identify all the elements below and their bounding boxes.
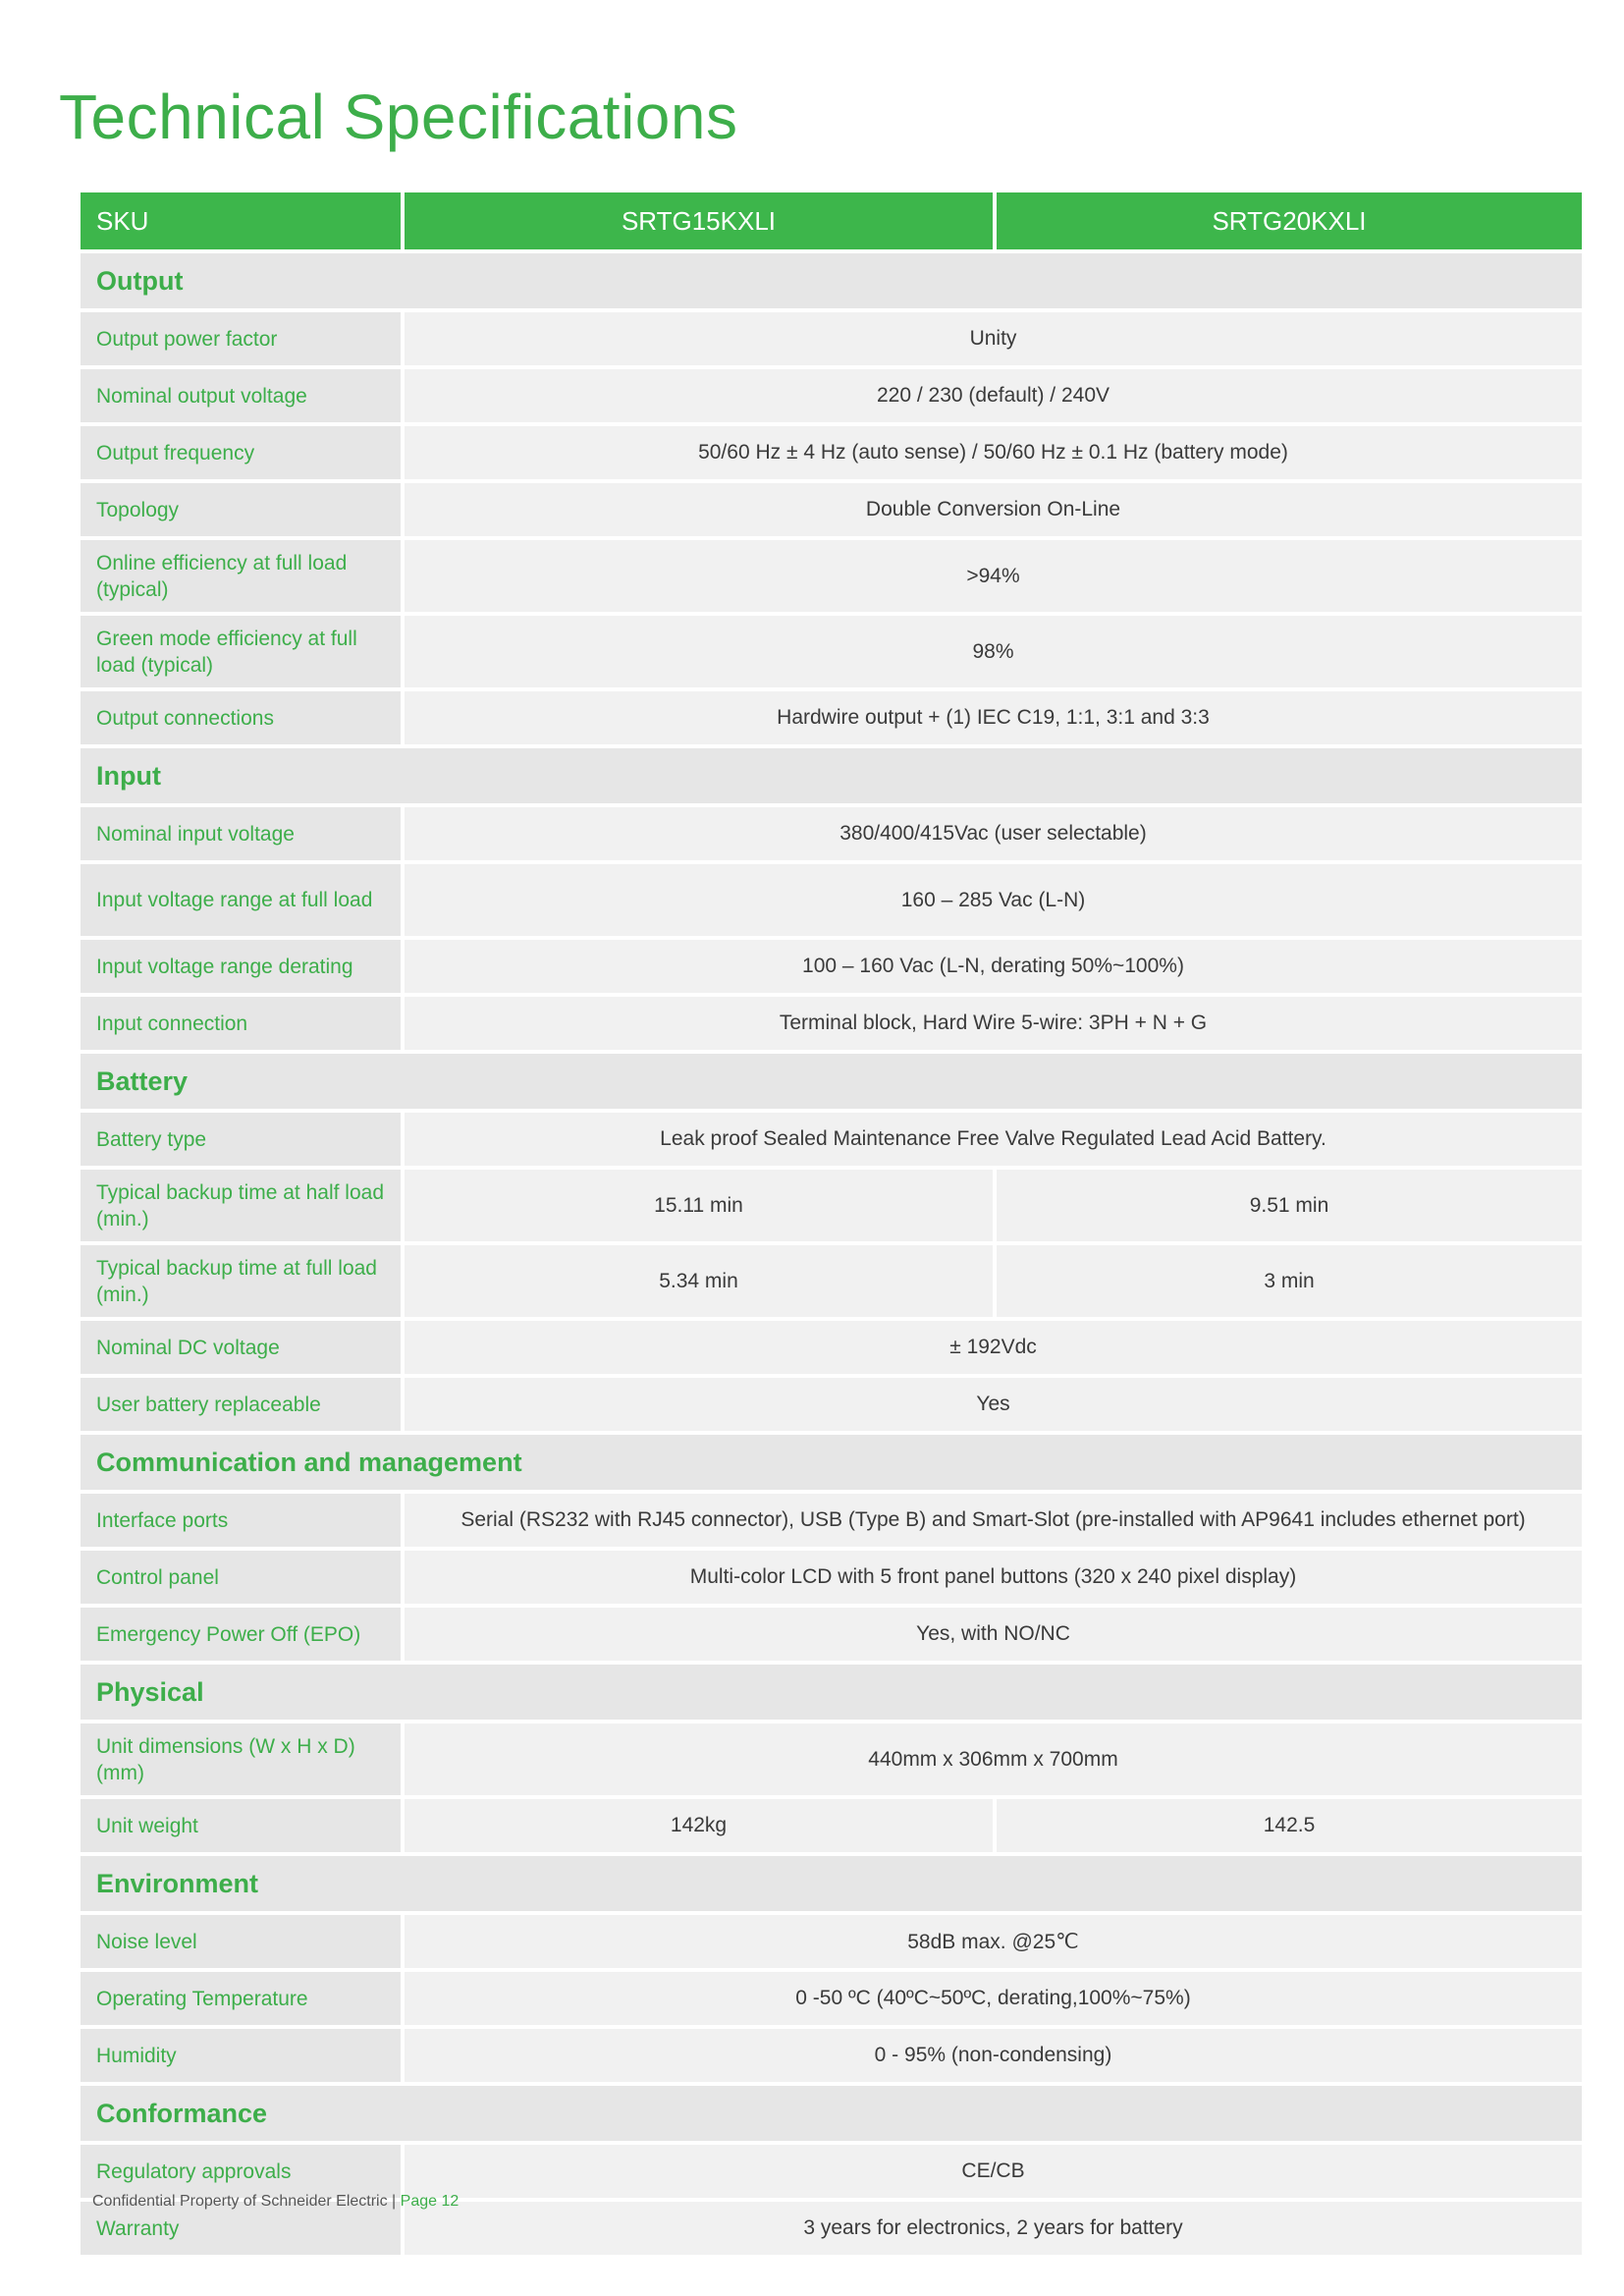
spec-table xyxy=(77,189,1586,2259)
section-header-row xyxy=(81,748,1582,803)
spec-value: Hardwire output + (1) IEC C19, 1:1, 3:1 and 3:3 xyxy=(405,691,1582,744)
spec-label: Control panel xyxy=(81,1551,401,1604)
spec-value: 58dB max. @25℃ xyxy=(405,1915,1582,1968)
spec-label: Input connection xyxy=(81,997,401,1050)
section-title: Battery xyxy=(81,1054,1582,1109)
section-title: Conformance xyxy=(81,2086,1582,2141)
section-header-row xyxy=(81,253,1582,308)
spec-label: Interface ports xyxy=(81,1494,401,1547)
spec-label: Unit weight xyxy=(81,1799,401,1852)
spec-label: Nominal output voltage xyxy=(81,369,401,422)
spec-label: Typical backup time at half load (min.) xyxy=(81,1170,401,1241)
spec-value: Multi-color LCD with 5 front panel buttons (320 x 240 pixel display) xyxy=(405,1551,1582,1604)
spec-row xyxy=(81,312,1582,365)
spec-row xyxy=(81,2029,1582,2082)
section-header-row xyxy=(81,1856,1582,1911)
sku-2-header: SRTG20KXLI xyxy=(997,192,1582,249)
spec-value: 98% xyxy=(405,616,1582,687)
spec-row xyxy=(81,1170,1582,1241)
spec-row xyxy=(81,1723,1582,1795)
spec-value: Serial (RS232 with RJ45 connector), USB (Type B) and Smart-Slot (pre-installed with AP9641 includes ethernet port) xyxy=(405,1494,1582,1547)
spec-label: Green mode efficiency at full load (typical) xyxy=(81,616,401,687)
spec-value: >94% xyxy=(405,540,1582,612)
spec-label: User battery replaceable xyxy=(81,1378,401,1431)
spec-label: Output power factor xyxy=(81,312,401,365)
spec-row xyxy=(81,940,1582,993)
header-row xyxy=(81,192,1582,249)
page-number: Page 12 xyxy=(400,2193,460,2210)
spec-value: Terminal block, Hard Wire 5-wire: 3PH + N + G xyxy=(405,997,1582,1050)
spec-label: Input voltage range at full load xyxy=(81,864,401,936)
spec-label: Battery type xyxy=(81,1113,401,1166)
spec-value: Double Conversion On-Line xyxy=(405,483,1582,536)
spec-label: Typical backup time at full load (min.) xyxy=(81,1245,401,1317)
spec-row xyxy=(81,1608,1582,1661)
spec-value: 380/400/415Vac (user selectable) xyxy=(405,807,1582,860)
spec-row xyxy=(81,483,1582,536)
spec-value: Yes, with NO/NC xyxy=(405,1608,1582,1661)
spec-row xyxy=(81,997,1582,1050)
spec-value: 440mm x 306mm x 700mm xyxy=(405,1723,1582,1795)
section-header-row xyxy=(81,1054,1582,1109)
spec-value: 0 -50 ºC (40ºC~50ºC, derating,100%~75%) xyxy=(405,1972,1582,2025)
spec-label: Regulatory approvals xyxy=(81,2145,401,2198)
page-title: Technical Specifications xyxy=(59,82,738,152)
spec-label: Topology xyxy=(81,483,401,536)
spec-row xyxy=(81,1321,1582,1374)
spec-label: Humidity xyxy=(81,2029,401,2082)
spec-label: Online efficiency at full load (typical) xyxy=(81,540,401,612)
spec-row xyxy=(81,2145,1582,2198)
spec-value-sku-2: 9.51 min xyxy=(997,1170,1582,1241)
spec-value: 160 – 285 Vac (L-N) xyxy=(405,864,1582,936)
spec-label: Nominal DC voltage xyxy=(81,1321,401,1374)
spec-value-sku-1: 15.11 min xyxy=(405,1170,993,1241)
section-title: Physical xyxy=(81,1665,1582,1720)
spec-value: 100 – 160 Vac (L-N, derating 50%~100%) xyxy=(405,940,1582,993)
spec-row xyxy=(81,540,1582,612)
spec-label: Noise level xyxy=(81,1915,401,1968)
spec-row xyxy=(81,426,1582,479)
spec-value: Yes xyxy=(405,1378,1582,1431)
spec-label: Unit dimensions (W x H x D) (mm) xyxy=(81,1723,401,1795)
spec-table-body xyxy=(81,192,1582,2255)
spec-value-sku-1: 142kg xyxy=(405,1799,993,1852)
spec-value-sku-1: 5.34 min xyxy=(405,1245,993,1317)
section-title: Communication and management xyxy=(81,1435,1582,1490)
spec-value: CE/CB xyxy=(405,2145,1582,2198)
section-header-row xyxy=(81,1435,1582,1490)
spec-row xyxy=(81,1245,1582,1317)
spec-value: 220 / 230 (default) / 240V xyxy=(405,369,1582,422)
section-header-row xyxy=(81,1665,1582,1720)
spec-value: 0 - 95% (non-condensing) xyxy=(405,2029,1582,2082)
spec-row xyxy=(81,1378,1582,1431)
spec-value: 50/60 Hz ± 4 Hz (auto sense) / 50/60 Hz ± 0.1 Hz (battery mode) xyxy=(405,426,1582,479)
spec-value: Leak proof Sealed Maintenance Free Valve Regulated Lead Acid Battery. xyxy=(405,1113,1582,1166)
sku-header-label: SKU xyxy=(81,192,401,249)
spec-value: 3 years for electronics, 2 years for battery xyxy=(405,2202,1582,2255)
spec-value: Unity xyxy=(405,312,1582,365)
sku-1-header: SRTG15KXLI xyxy=(405,192,993,249)
spec-value: ± 192Vdc xyxy=(405,1321,1582,1374)
spec-row xyxy=(81,1494,1582,1547)
spec-row xyxy=(81,1972,1582,2025)
spec-row xyxy=(81,807,1582,860)
spec-label: Emergency Power Off (EPO) xyxy=(81,1608,401,1661)
spec-row xyxy=(81,1113,1582,1166)
spec-label: Output frequency xyxy=(81,426,401,479)
spec-label: Output connections xyxy=(81,691,401,744)
spec-label: Nominal input voltage xyxy=(81,807,401,860)
spec-row xyxy=(81,1551,1582,1604)
spec-label: Warranty xyxy=(81,2202,401,2255)
section-header-row xyxy=(81,2086,1582,2141)
spec-row xyxy=(81,616,1582,687)
section-title: Input xyxy=(81,748,1582,803)
spec-row xyxy=(81,1799,1582,1852)
section-title: Output xyxy=(81,253,1582,308)
spec-value-sku-2: 142.5 xyxy=(997,1799,1582,1852)
page-footer xyxy=(92,2193,459,2211)
spec-row xyxy=(81,691,1582,744)
footer-text: Confidential Property of Schneider Electric | xyxy=(92,2193,401,2210)
spec-label: Operating Temperature xyxy=(81,1972,401,2025)
spec-row xyxy=(81,1915,1582,1968)
section-title: Environment xyxy=(81,1856,1582,1911)
spec-row xyxy=(81,369,1582,422)
spec-row xyxy=(81,864,1582,936)
spec-label: Input voltage range derating xyxy=(81,940,401,993)
spec-value-sku-2: 3 min xyxy=(997,1245,1582,1317)
